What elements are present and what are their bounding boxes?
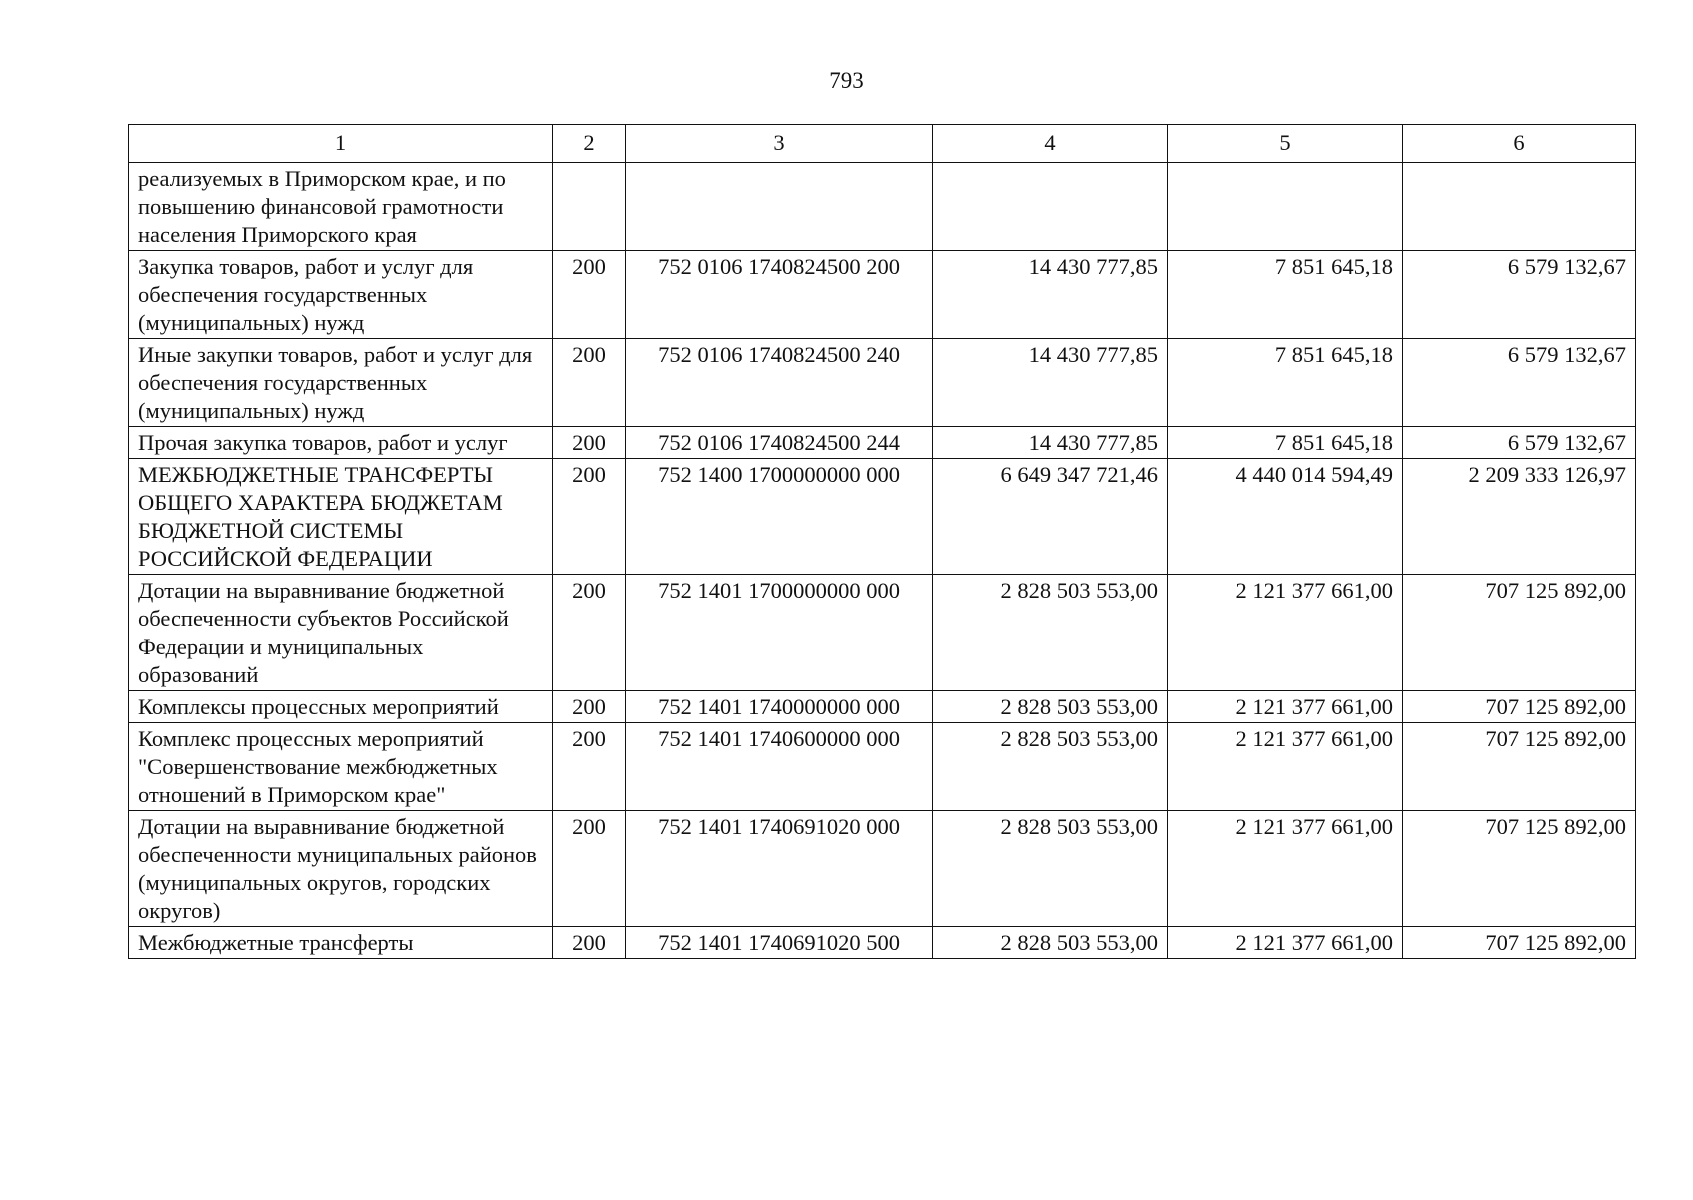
row-value-4: 14 430 777,85 [933,427,1168,459]
table-row [129,811,1636,927]
header-row [129,125,1636,163]
row-value-5: 2 121 377 661,00 [1168,691,1403,723]
row-kbk: 752 1401 1740691020 500 [626,927,933,959]
row-code: 200 [553,575,626,691]
table-row [129,427,1636,459]
row-value-6: 707 125 892,00 [1403,691,1636,723]
table-row [129,691,1636,723]
row-value-5 [1168,163,1403,251]
row-name: МЕЖБЮДЖЕТНЫЕ ТРАНСФЕРТЫ ОБЩЕГО ХАРАКТЕРА БЮДЖЕТАМ БЮДЖЕТНОЙ СИСТЕМЫ РОССИЙСКОЙ ФЕДЕРАЦИИ [129,459,553,575]
row-value-5: 4 440 014 594,49 [1168,459,1403,575]
row-code: 200 [553,927,626,959]
row-kbk: 752 1401 1740691020 000 [626,811,933,927]
row-value-4: 2 828 503 553,00 [933,691,1168,723]
row-name: Прочая закупка товаров, работ и услуг [129,427,553,459]
header-col-4: 4 [933,125,1168,163]
row-value-4: 2 828 503 553,00 [933,575,1168,691]
row-code [553,163,626,251]
row-name: Дотации на выравнивание бюджетной обеспеченности муниципальных районов (муниципальных округов, городских округов) [129,811,553,927]
row-kbk [626,163,933,251]
header-col-6: 6 [1403,125,1636,163]
row-value-4: 2 828 503 553,00 [933,811,1168,927]
row-value-5: 2 121 377 661,00 [1168,723,1403,811]
header-col-3: 3 [626,125,933,163]
budget-table [128,124,1636,959]
row-value-5: 7 851 645,18 [1168,251,1403,339]
table-row [129,251,1636,339]
row-value-5: 2 121 377 661,00 [1168,811,1403,927]
header-col-5: 5 [1168,125,1403,163]
row-value-6: 707 125 892,00 [1403,723,1636,811]
row-kbk: 752 0106 1740824500 240 [626,339,933,427]
table-row [129,575,1636,691]
row-kbk: 752 1401 1700000000 000 [626,575,933,691]
row-code: 200 [553,723,626,811]
row-value-4: 6 649 347 721,46 [933,459,1168,575]
row-name: Комплекс процессных мероприятий "Совершенствование межбюджетных отношений в Приморском крае" [129,723,553,811]
row-value-4 [933,163,1168,251]
row-name: реализуемых в Приморском крае, и по повышению финансовой грамотности населения Приморского края [129,163,553,251]
row-value-6 [1403,163,1636,251]
row-value-5: 7 851 645,18 [1168,339,1403,427]
row-value-5: 2 121 377 661,00 [1168,927,1403,959]
row-value-4: 14 430 777,85 [933,251,1168,339]
row-code: 200 [553,339,626,427]
row-value-6: 707 125 892,00 [1403,811,1636,927]
row-value-6: 707 125 892,00 [1403,927,1636,959]
header-col-2: 2 [553,125,626,163]
row-code: 200 [553,691,626,723]
page-number: 793 [829,68,864,93]
table-row [129,723,1636,811]
table-row [129,459,1636,575]
row-value-4: 14 430 777,85 [933,339,1168,427]
row-value-5: 7 851 645,18 [1168,427,1403,459]
row-name: Дотации на выравнивание бюджетной обеспеченности субъектов Российской Федерации и муниципальных образований [129,575,553,691]
row-code: 200 [553,459,626,575]
row-code: 200 [553,251,626,339]
header-col-1: 1 [129,125,553,163]
row-name: Межбюджетные трансферты [129,927,553,959]
row-value-4: 2 828 503 553,00 [933,723,1168,811]
row-value-6: 2 209 333 126,97 [1403,459,1636,575]
row-value-4: 2 828 503 553,00 [933,927,1168,959]
row-kbk: 752 0106 1740824500 244 [626,427,933,459]
row-value-6: 6 579 132,67 [1403,427,1636,459]
row-value-6: 6 579 132,67 [1403,339,1636,427]
row-kbk: 752 1401 1740000000 000 [626,691,933,723]
row-name: Комплексы процессных мероприятий [129,691,553,723]
table-row [129,163,1636,251]
table-row [129,339,1636,427]
row-name: Иные закупки товаров, работ и услуг для обеспечения государственных (муниципальных) нужд [129,339,553,427]
row-kbk: 752 0106 1740824500 200 [626,251,933,339]
row-code: 200 [553,811,626,927]
row-value-6: 6 579 132,67 [1403,251,1636,339]
row-kbk: 752 1400 1700000000 000 [626,459,933,575]
row-name: Закупка товаров, работ и услуг для обеспечения государственных (муниципальных) нужд [129,251,553,339]
row-value-6: 707 125 892,00 [1403,575,1636,691]
row-kbk: 752 1401 1740600000 000 [626,723,933,811]
row-value-5: 2 121 377 661,00 [1168,575,1403,691]
row-code: 200 [553,427,626,459]
table-row [129,927,1636,959]
